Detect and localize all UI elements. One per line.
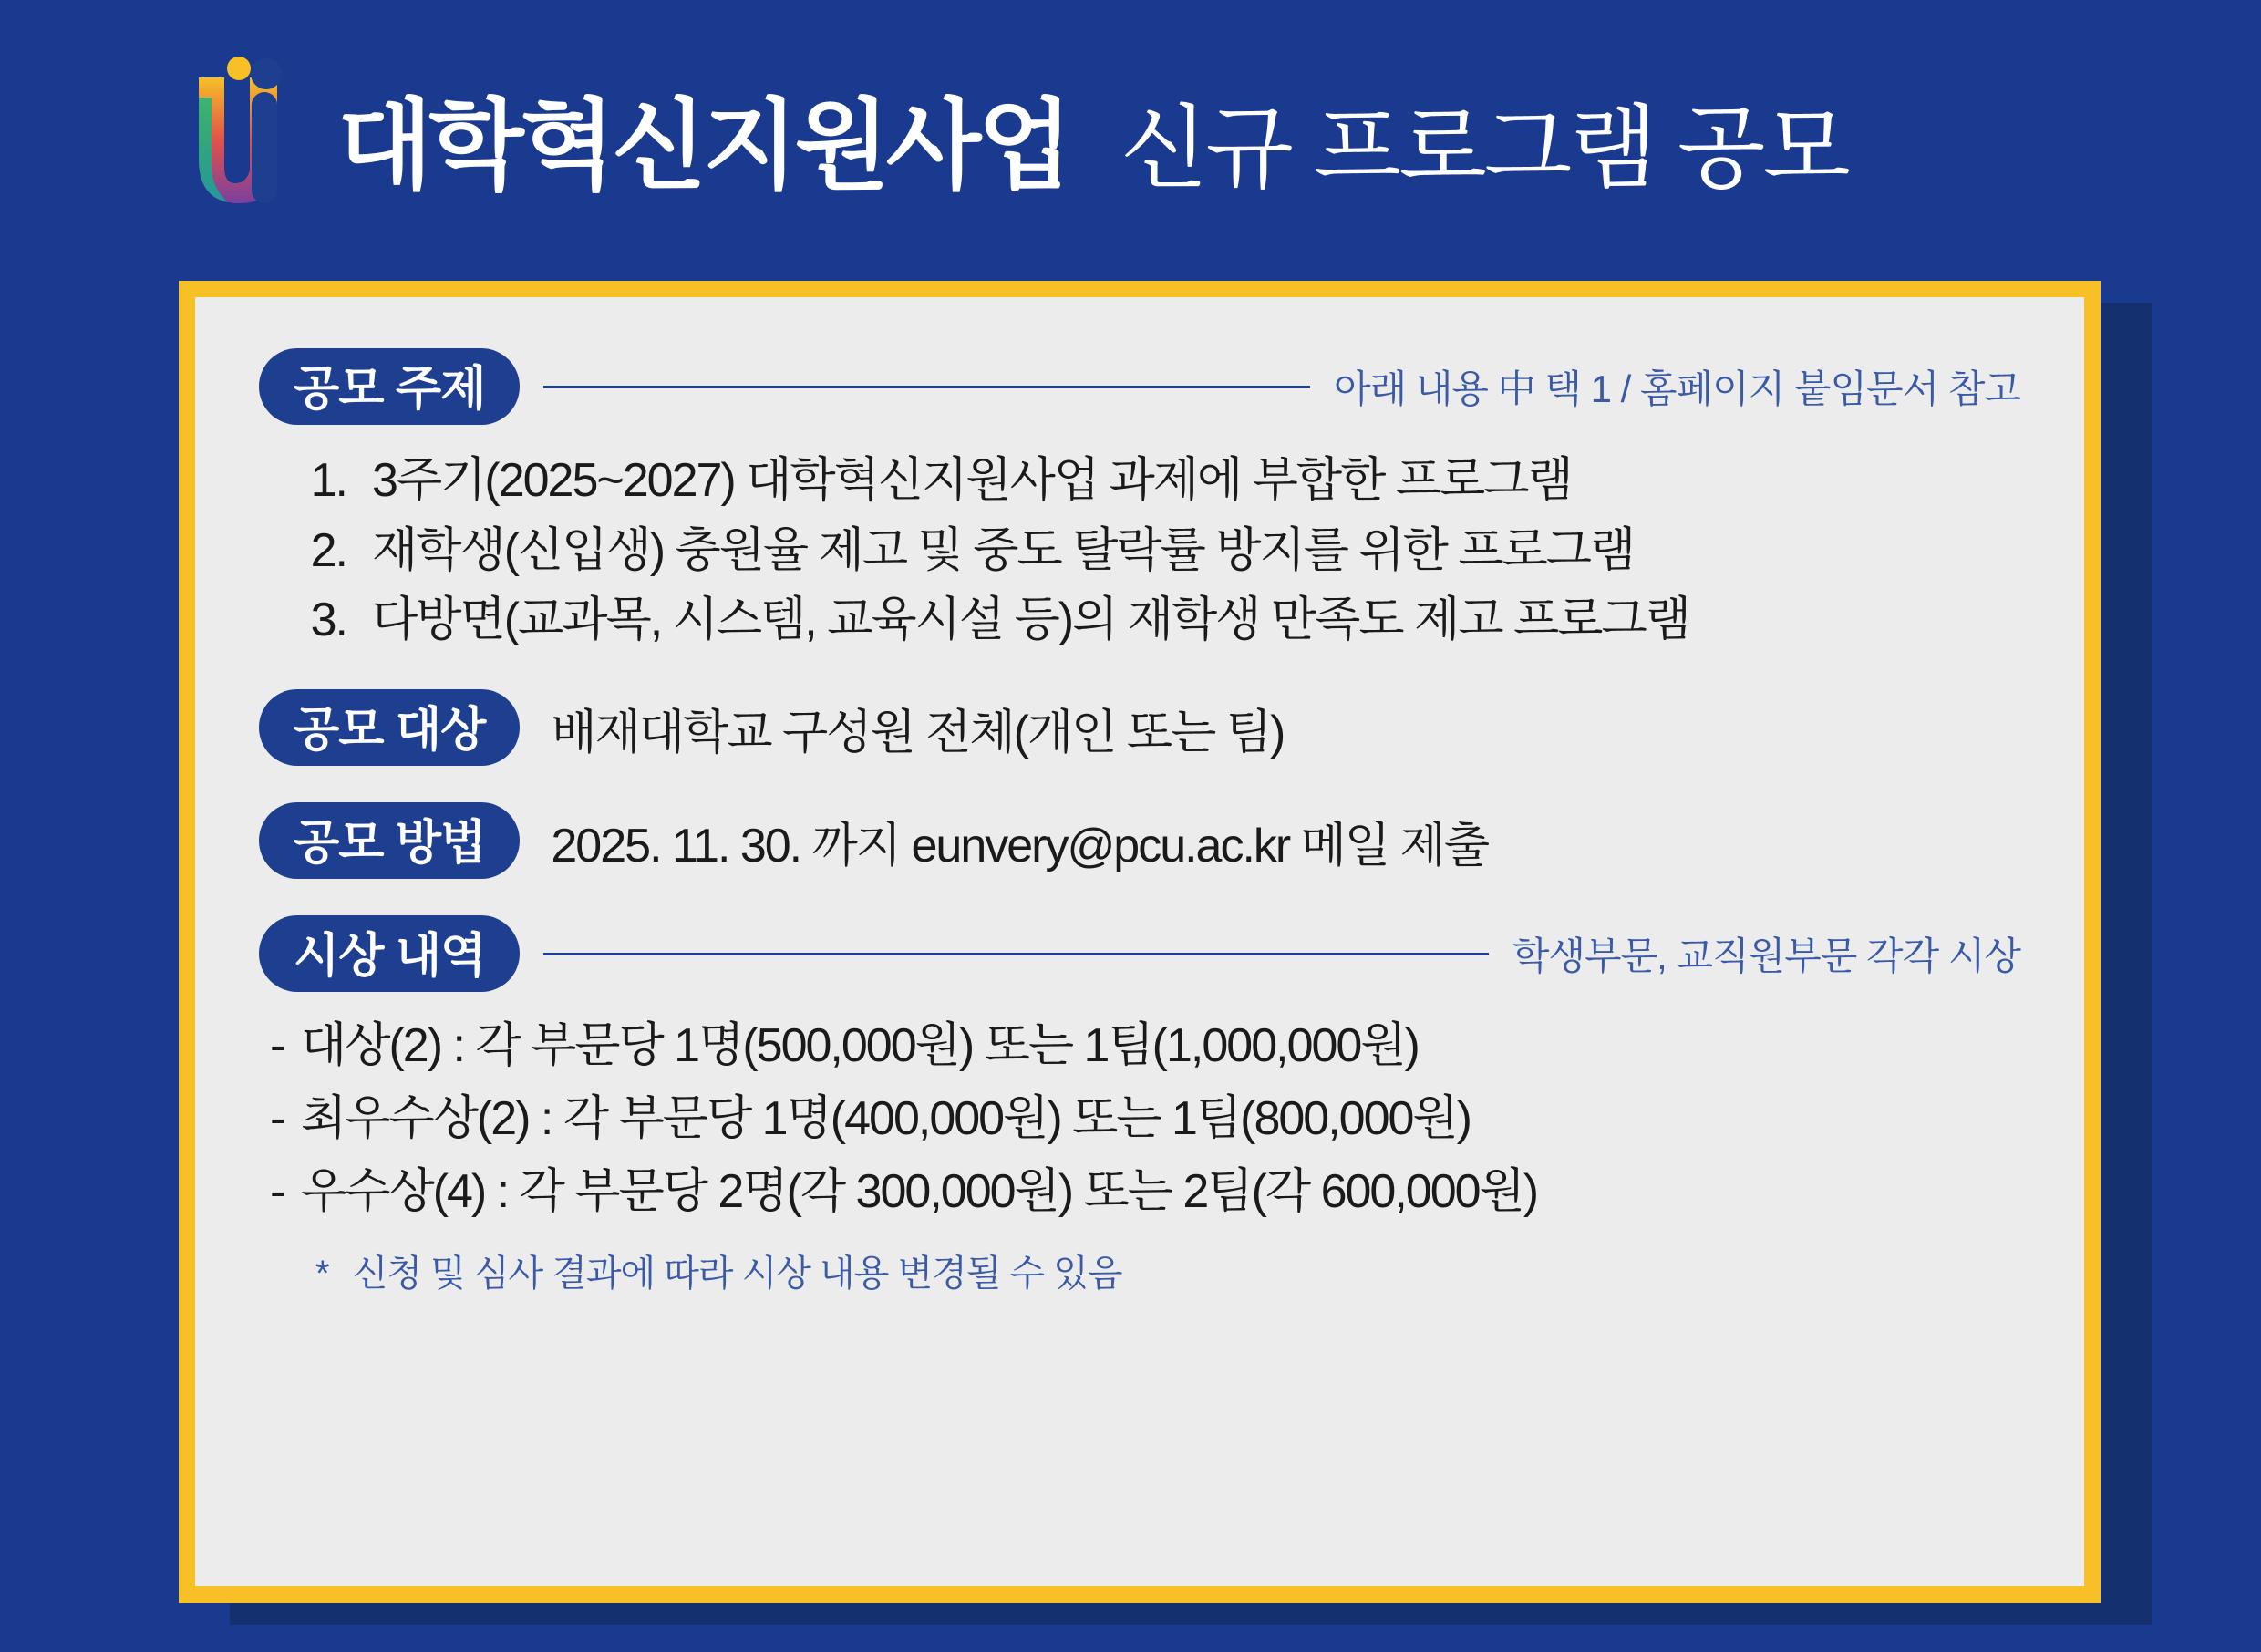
awards-footnote [259, 1244, 2020, 1296]
section-text-target: 배재대학교 구성원 전체(개인 또는 팀) [551, 706, 1285, 759]
list-item-number: 1. [310, 454, 346, 507]
list-item-text: 3주기(2025~2027) 대학혁신지원사업 과제에 부합한 프로그램 [372, 454, 1572, 507]
content-card [179, 281, 2101, 1603]
list-item-text: 재학생(신입생) 충원율 제고 및 중도 탈락률 방지를 위한 프로그램 [372, 523, 1635, 577]
section-pill-target: 공모 대상 [259, 689, 520, 766]
list-item-text: 우수상(4) : 각 부문당 2명(각 300,000원) 또는 2팀(각 600,000원) [301, 1164, 1538, 1218]
section-note-awards: 학생부문, 교직원부문 각각 시상 [1512, 934, 2020, 978]
list-item-text: 다방면(교과목, 시스템, 교육시설 등)의 재학생 만족도 제고 프로그램 [372, 594, 1689, 647]
section-text-method: 2025. 11. 30. 까지 eunvery@pcu.ac.kr 메일 제출 [551, 819, 1489, 872]
list-item [259, 449, 2020, 513]
list-item-dash: - [270, 1164, 284, 1218]
section-method [259, 802, 2020, 879]
title-secondary: 신규 프로그램 공모 [1120, 97, 1848, 200]
section-pill-method: 공모 방법 [259, 802, 520, 879]
list-item-number: 2. [310, 523, 346, 577]
list-item [259, 1014, 2020, 1079]
section-pill-awards: 시상 내역 [259, 915, 520, 992]
section-pill-topic: 공모 주제 [259, 348, 520, 425]
list-item-number: 3. [310, 594, 346, 647]
poster-header [0, 0, 2261, 274]
title-primary: 대학혁신지원사업 [337, 89, 1069, 201]
section-header-awards [259, 915, 2020, 992]
divider-line-awards [543, 953, 1488, 955]
topic-list [259, 449, 2020, 653]
footnote-text: 신청 및 심사 결과에 따라 시상 내용 변경될 수 있음 [352, 1254, 1122, 1295]
list-item [259, 1160, 2020, 1225]
list-item [259, 1087, 2020, 1152]
list-item-dash: - [270, 1019, 284, 1073]
list-item-dash: - [270, 1091, 284, 1145]
university-innovation-logo-icon [182, 50, 310, 223]
list-item [259, 588, 2020, 653]
divider-line-topic [543, 386, 1310, 388]
list-item-text: 대상(2) : 각 부문당 1명(500,000원) 또는 1팀(1,000,000원) [301, 1019, 1419, 1073]
section-note-topic: 아래 내용 中 택 1 / 홈페이지 붙임문서 참고 [1334, 367, 2020, 410]
section-target [259, 689, 2020, 766]
list-item-text: 최우수상(2) : 각 부문당 1명(400,000원) 또는 1팀(800,000원) [301, 1091, 1471, 1145]
awards-list [259, 1014, 2020, 1224]
list-item [259, 519, 2020, 583]
content-card-inner [195, 297, 2084, 1586]
section-header-topic [259, 348, 2020, 425]
page-title [337, 67, 1848, 208]
footnote-asterisk: * [315, 1254, 329, 1295]
